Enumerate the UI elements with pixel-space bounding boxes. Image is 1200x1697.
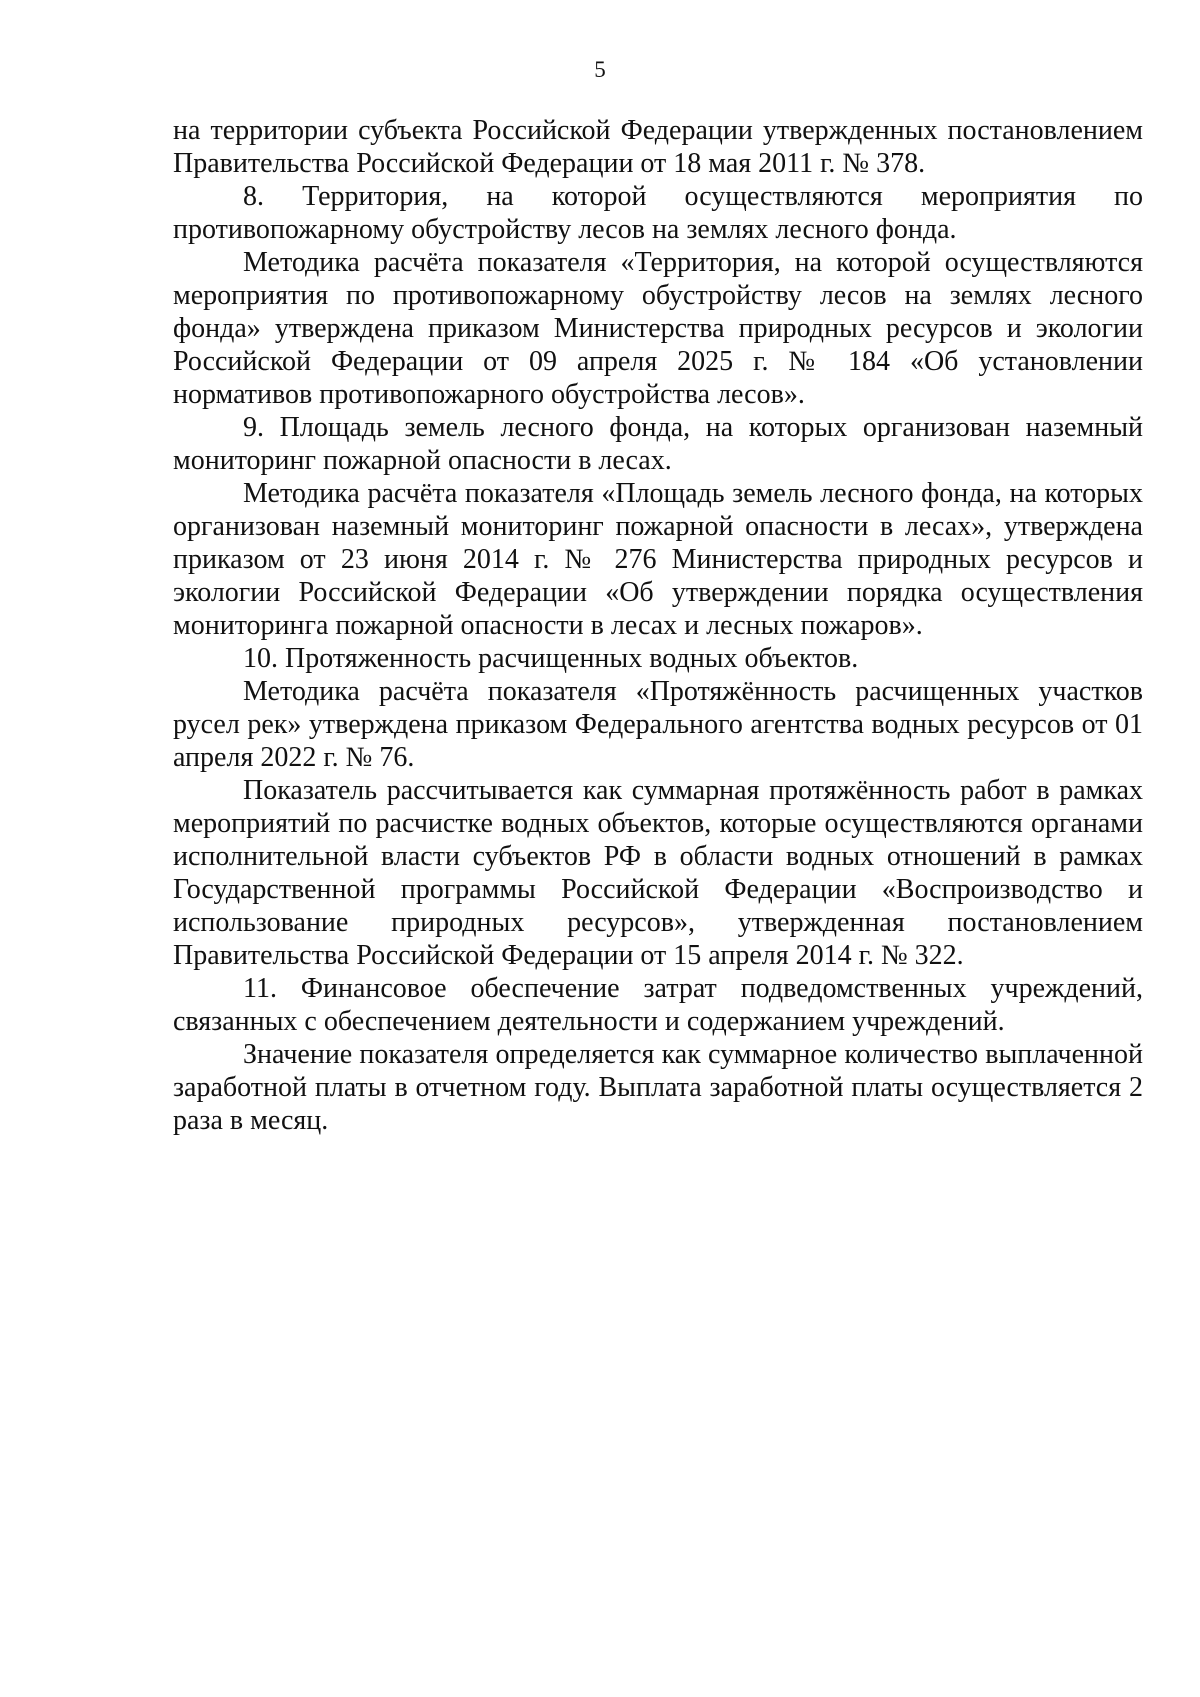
paragraph-item-9-method: Методика расчёта показателя «Площадь земель лесного фонда, на которых организован наземный мониторинг пожарной опасности в лесах», утверждена приказом от 23 июня 2014 г. № 276 Министерства природных ресурсов и экологии Российской Федерации «Об утверждении порядка осуществления мониторинга пожарной опасности в лесах и лесных пожаров». bbox=[173, 478, 1143, 641]
paragraph-item-8-method: Методика расчёта показателя «Территория, на которой осуществляются мероприятия по противопожарному обустройству лесов на землях лесного фонда» утверждена приказом Министерства природных ресурсов и экологии Российской Федерации от 09 апреля 2025 г. № 184 «Об установлении нормативов противопожарного обустройства лесов». bbox=[173, 247, 1143, 410]
paragraph-item-9-heading: 9. Площадь земель лесного фонда, на которых организован наземный мониторинг пожарной опасности в лесах. bbox=[173, 412, 1143, 476]
page-number: 5 bbox=[594, 57, 606, 82]
paragraph-item-8-heading: 8. Территория, на которой осуществляются мероприятия по противопожарному обустройству лесов на землях лесного фонда. bbox=[173, 181, 1143, 245]
paragraph-item-10-calculation: Показатель рассчитывается как суммарная протяжённость работ в рамках мероприятий по расчистке водных объектов, которые осуществляются органами исполнительной власти субъектов РФ в области водных отношений в рамках Государственной программы Российской Федерации «Воспроизводство и использование природных ресурсов», утвержденная постановлением Правительства Российской Федерации от 15 апреля 2014 г. № 322. bbox=[173, 775, 1143, 971]
paragraph-item-10-method: Методика расчёта показателя «Протяжённость расчищенных участков русел рек» утверждена приказом Федерального агентства водных ресурсов от 01 апреля 2022 г. № 76. bbox=[173, 676, 1143, 773]
paragraph-item-10-heading: 10. Протяженность расчищенных водных объектов. bbox=[243, 643, 859, 674]
paragraph-item-11-value: Значение показателя определяется как суммарное количество выплаченной заработной платы в отчетном году. Выплата заработной платы осуществляется 2 раза в месяц. bbox=[173, 1039, 1143, 1136]
document-body bbox=[173, 114, 1143, 1137]
paragraph-item-11-heading: 11. Финансовое обеспечение затрат подведомственных учреждений, связанных с обеспечением деятельности и содержанием учреждений. bbox=[173, 973, 1143, 1037]
paragraph-continuation: на территории субъекта Российской Федерации утвержденных постановлением Правительства Российской Федерации от 18 мая 2011 г. № 378. bbox=[173, 115, 1143, 179]
